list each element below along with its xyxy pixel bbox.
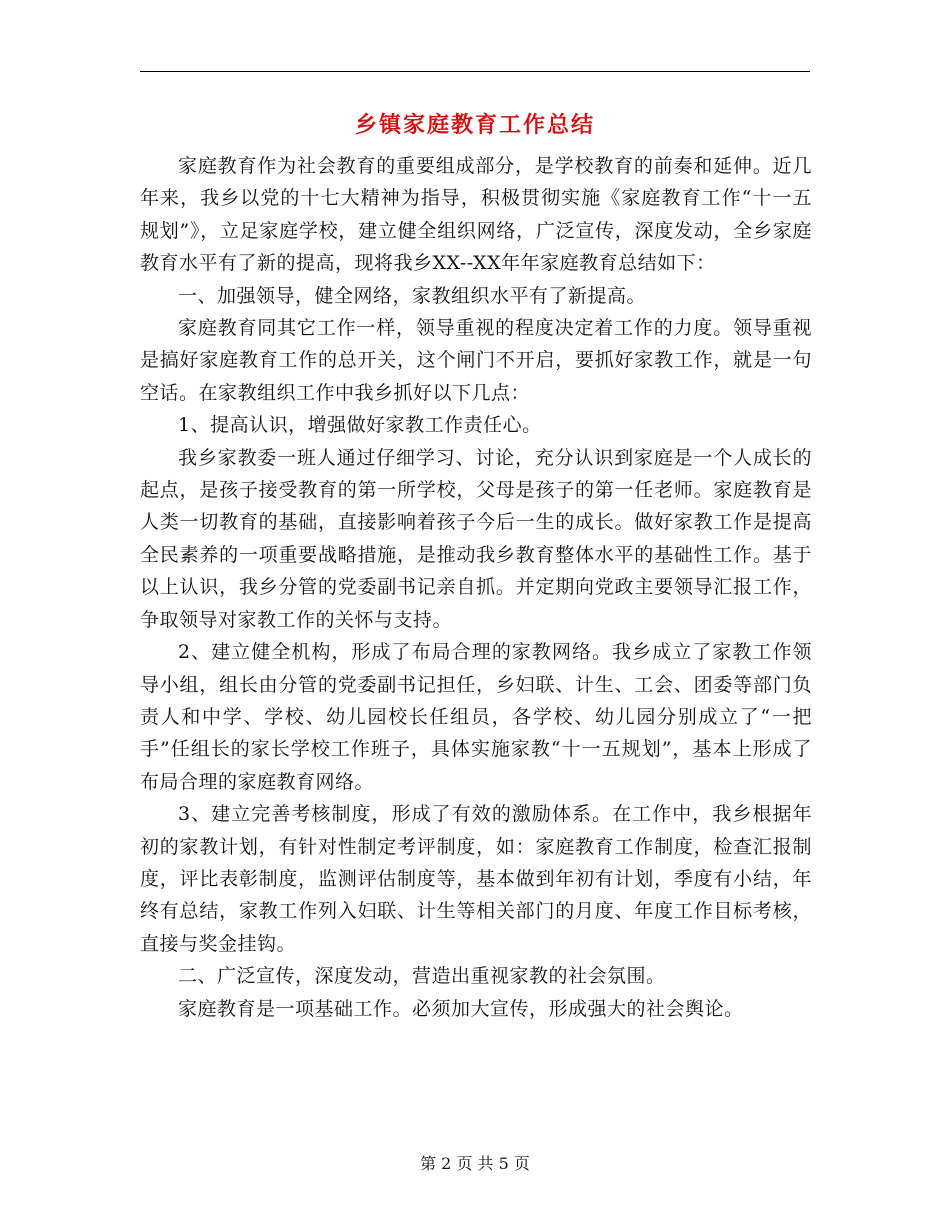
body-paragraph: 3、建立完善考核制度，形成了有效的激励体系。在工作中，我乡根据年初的家教计划，有针对性制定考评制度，如：家庭教育工作制度，检查汇报制度，评比表彰制度，监测评估制度等，基本做到年初有计划，季度有小结，年终有总结，家教工作列入妇联、计生等相关部门的月度、年度工作目标考核，直接与奖金挂钩。 — [140, 803, 812, 955]
subheading-1: 1、提高认识，增强做好家教工作责任心。 — [178, 414, 542, 437]
body-paragraph: 我乡家教委一班人通过仔细学习、讨论，充分认识到家庭是一个人成长的起点，是孩子接受教育的第一所学校，父母是孩子的第一任老师。家庭教育是人类一切教育的基础，直接影响着孩子今后一生的成长。做好家教工作是提高全民素养的一项重要战略措施，是推动我乡教育整体水平的基础性工作。基于以上认识，我乡分管的党委副书记亲自抓。并定期向党政主要领导汇报工作，争取领导对家教工作的关怀与支持。 — [140, 446, 812, 631]
document-body — [140, 150, 812, 1025]
page-number-footer: 第 2 页 共 5 页 — [420, 1154, 530, 1173]
section-heading-1: 一、加强领导，健全网络，家教组织水平有了新提高。 — [178, 284, 647, 307]
body-paragraph: 家庭教育是一项基础工作。必须加大宣传，形成强大的社会舆论。 — [178, 997, 744, 1020]
document-title: 乡镇家庭教育工作总结 — [354, 112, 595, 138]
header-rule — [140, 71, 810, 72]
intro-paragraph: 家庭教育作为社会教育的重要组成部分，是学校教育的前奏和延伸。近几年来，我乡以党的十七大精神为指导，积极贯彻实施《家庭教育工作“十一五规划”》，立足家庭学校，建立健全组织网络，广泛宣传，深度发动，全乡家庭教育水平有了新的提高，现将我乡XX--XX年年家庭教育总结如下： — [140, 155, 812, 275]
body-paragraph: 家庭教育同其它工作一样，领导重视的程度决定着工作的力度。领导重视是搞好家庭教育工作的总开关，这个闸门不开启，要抓好家教工作，就是一句空话。在家教组织工作中我乡抓好以下几点： — [140, 317, 812, 404]
body-paragraph: 2、建立健全机构，形成了布局合理的家教网络。我乡成立了家教工作领导小组，组长由分管的党委副书记担任，乡妇联、计生、工会、团委等部门负责人和中学、学校、幼儿园校长任组员，各学校、幼儿园分别成立了“一把手”任组长的家长学校工作班子，具体实施家教“十一五规划”，基本上形成了布局合理的家庭教育网络。 — [140, 641, 812, 793]
section-heading-2: 二、广泛宣传，深度发动，营造出重视家教的社会氛围。 — [178, 965, 666, 988]
